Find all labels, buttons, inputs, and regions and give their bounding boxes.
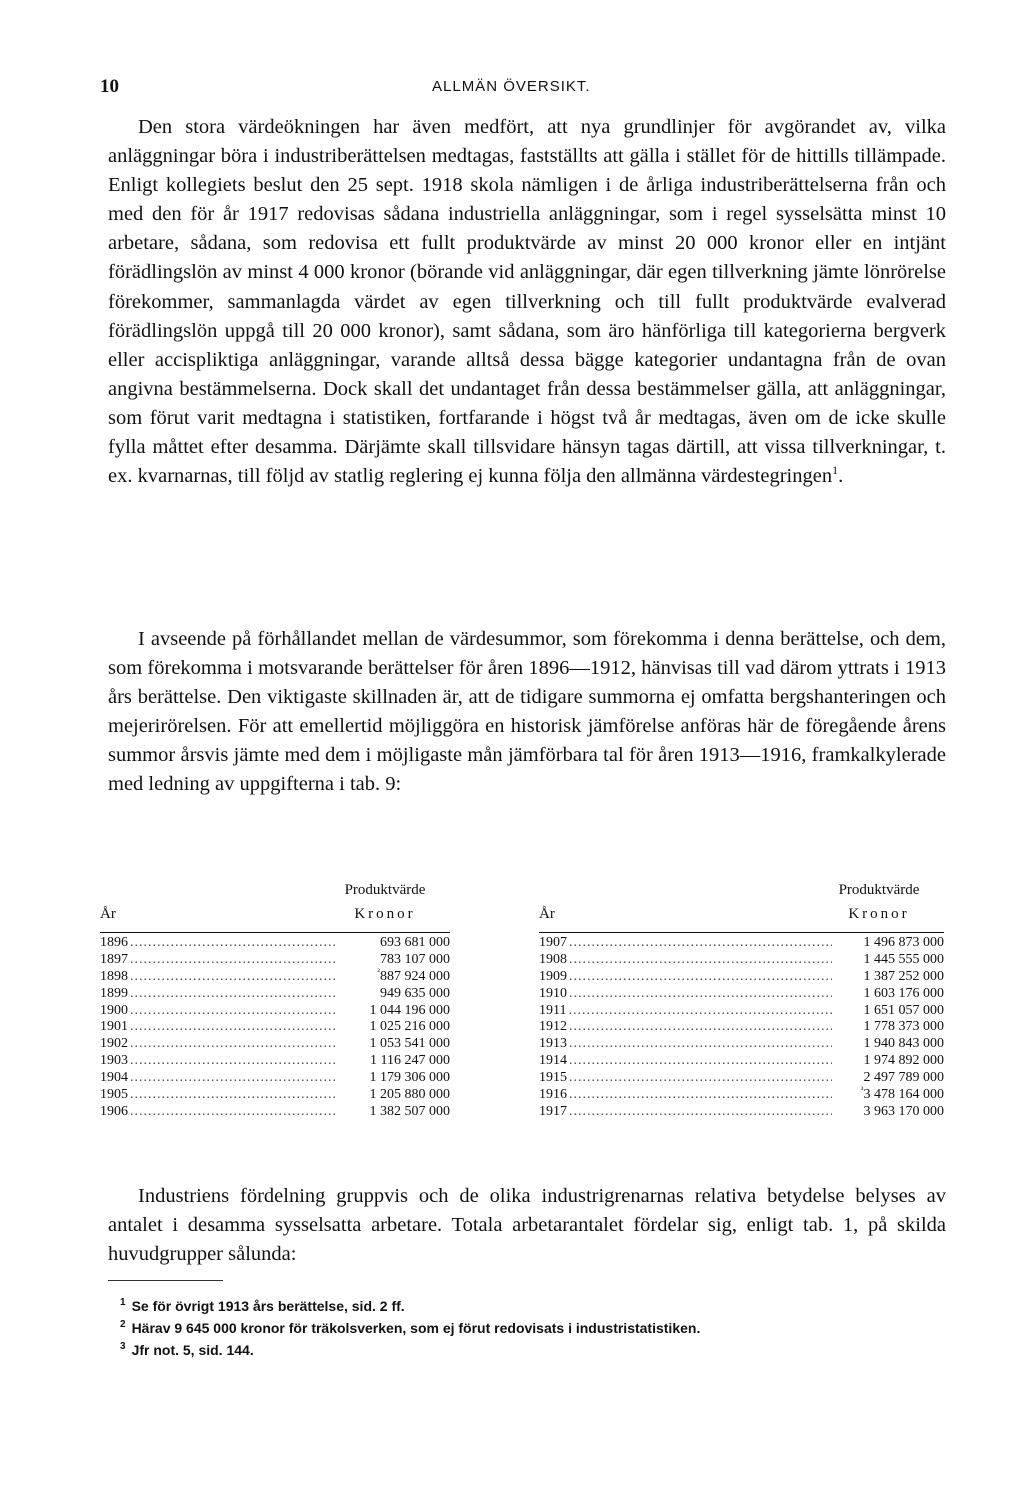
value-text: 1 445 555 000 xyxy=(863,951,944,967)
col-year-header: År xyxy=(539,906,555,922)
table-row xyxy=(100,935,450,952)
table-rule xyxy=(539,932,944,933)
footnote-text: Jfr not. 5, sid. 144. xyxy=(131,1342,254,1358)
year-cell: 1912 xyxy=(539,1019,567,1035)
table-row xyxy=(539,986,944,1003)
year-cell: 1905 xyxy=(100,1087,128,1103)
table-row xyxy=(539,1084,944,1104)
paragraph-2 xyxy=(108,625,946,800)
value-text: 949 635 000 xyxy=(380,985,450,1001)
table-row xyxy=(100,1104,450,1121)
year-cell: 1911 xyxy=(539,1002,567,1018)
value-text: 1 025 216 000 xyxy=(369,1019,450,1035)
year-cell: 1902 xyxy=(100,1036,128,1052)
footnote xyxy=(120,1339,960,1361)
value-cell xyxy=(834,986,944,1003)
table-row xyxy=(100,1019,450,1036)
table-row xyxy=(100,1053,450,1070)
leader-dots xyxy=(130,1036,338,1053)
year-cell: 1903 xyxy=(100,1053,128,1069)
year-cell: 1909 xyxy=(539,968,567,984)
paragraph-1-end: . xyxy=(838,465,844,488)
table-right-header xyxy=(539,880,944,932)
value-text: 1 179 306 000 xyxy=(369,1070,450,1086)
table-rule xyxy=(100,932,450,933)
table-right xyxy=(539,880,944,1121)
value-cell xyxy=(340,952,450,969)
value-cell xyxy=(340,935,450,952)
year-cell: 1896 xyxy=(100,935,128,950)
value-cell xyxy=(834,1036,944,1053)
paragraph-3 xyxy=(108,1182,946,1269)
col-value-header-2: Kronor xyxy=(354,906,416,922)
value-cell xyxy=(340,1104,450,1121)
footnote-marker: 1 xyxy=(120,1297,126,1309)
leader-dots xyxy=(130,1019,338,1036)
leader-dots xyxy=(130,1053,338,1070)
year-cell: 1897 xyxy=(100,951,128,967)
year-cell: 1908 xyxy=(539,951,567,967)
footnote-marker: 3 xyxy=(120,1341,126,1353)
value-footnote-mark: ³ xyxy=(860,1084,864,1095)
leader-dots xyxy=(130,969,338,986)
leader-dots xyxy=(569,1104,832,1121)
leader-dots xyxy=(569,1053,832,1070)
value-text: 3 963 170 000 xyxy=(863,1103,944,1119)
footnote-divider xyxy=(108,1280,223,1281)
value-text: 1 116 247 000 xyxy=(370,1053,450,1069)
value-text: 1 205 880 000 xyxy=(369,1087,450,1103)
year-cell: 1913 xyxy=(539,1036,567,1052)
leader-dots xyxy=(569,952,832,969)
value-cell xyxy=(834,1070,944,1087)
value-cell xyxy=(834,1019,944,1036)
table-row xyxy=(539,1036,944,1053)
value-cell xyxy=(834,1003,944,1020)
paragraph-1 xyxy=(108,113,946,491)
leader-dots xyxy=(569,1019,832,1036)
table-row xyxy=(539,1104,944,1121)
value-text: 2 497 789 000 xyxy=(863,1070,944,1086)
year-cell: 1906 xyxy=(100,1103,128,1119)
value-text: 1 651 057 000 xyxy=(863,1002,944,1018)
leader-dots xyxy=(569,1087,832,1104)
running-title: ALLMÄN ÖVERSIKT. xyxy=(432,78,591,95)
leader-dots xyxy=(130,935,338,952)
year-cell: 1914 xyxy=(539,1053,567,1069)
table-right-rows xyxy=(539,935,944,1121)
page-number: 10 xyxy=(100,76,119,97)
value-text: 1 053 541 000 xyxy=(369,1036,450,1052)
value-text: 1 382 507 000 xyxy=(369,1103,450,1119)
leader-dots xyxy=(569,1036,832,1053)
leader-dots xyxy=(130,1104,338,1121)
value-cell xyxy=(834,952,944,969)
table-row xyxy=(100,1087,450,1104)
leader-dots xyxy=(130,986,338,1003)
paragraph-1-text: Den stora värdeökningen har även medfört, att nya grundlinjer för avgörandet av, vilka anläggningar böra i industriberättelsen medtagas, fastställts att gälla i stället för de hittills tillämpade. Enligt kollegiets beslut den 25 sept. 1918 skola nämligen i de årliga industriberättelserna från och med den för år 1917 redovisas sådana industriella anläggningar, som i regel sysselsätta minst 10 arbetare, sådana, som redovisa ett fullt produktvärde av minst 20 000 kronor eller en intjänt förädlingslön av minst 4 000 kronor (börande vid anläggningar, där egen tillverkning jämte lönrörelse förekommer, sammanlagda värdet av egen tillverkning och till fullt produktvärde evalverad förädlingslön uppgå till 20 000 kronor), samt sådana, som äro hänförliga till kategorierna bergverk eller accispliktiga anläggningar, varande alltså dessa bägge kategorier undantagna från de ovan angivna bestämmelserna. Dock skall det undantaget från dessa bestämmelser gälla, att anläggningar, som förut varit medtagna i statistiken, fortfarande i högst två år medtagas, även om de icke skulle fylla måttet efter desamma. Därjämte skall tillsvidare hänsyn tagas därtill, att vissa tillverkningar, t. ex. kvarnarnas, till följd av statlig reglering ej kunna följa den allmänna värdestegringen xyxy=(108,116,946,488)
leader-dots xyxy=(130,952,338,969)
value-text: 1 044 196 000 xyxy=(369,1002,450,1018)
table-row xyxy=(100,1036,450,1053)
value-text: 1 778 373 000 xyxy=(863,1019,944,1035)
value-text: 693 681 000 xyxy=(380,935,450,950)
product-value-tables xyxy=(100,880,950,1150)
table-row xyxy=(539,1053,944,1070)
value-cell xyxy=(340,966,450,986)
year-cell: 1901 xyxy=(100,1019,128,1035)
value-text: 3 478 164 000 xyxy=(863,1087,944,1103)
year-cell: 1910 xyxy=(539,985,567,1001)
table-left-header xyxy=(100,880,450,932)
leader-dots xyxy=(130,1003,338,1020)
table-row xyxy=(539,952,944,969)
value-cell xyxy=(340,986,450,1003)
value-text: 1 496 873 000 xyxy=(863,935,944,950)
value-cell xyxy=(834,935,944,952)
value-cell xyxy=(834,1104,944,1121)
footnote-text: Härav 9 645 000 kronor för träkolsverken, som ej förut redovisats i industristatistiken. xyxy=(131,1320,701,1336)
table-row xyxy=(539,1003,944,1020)
value-footnote-mark: ² xyxy=(377,966,380,977)
footnote xyxy=(120,1317,960,1339)
table-row xyxy=(539,1019,944,1036)
leader-dots xyxy=(569,1070,832,1087)
year-cell: 1917 xyxy=(539,1103,567,1119)
value-cell xyxy=(834,1053,944,1070)
leader-dots xyxy=(130,1070,338,1087)
value-cell xyxy=(340,1070,450,1087)
table-left xyxy=(100,880,450,1121)
value-cell xyxy=(834,969,944,986)
col-value-header-1: Produktvärde xyxy=(838,882,920,898)
value-cell xyxy=(340,1087,450,1104)
footnote-text: Se för övrigt 1913 års berättelse, sid. 2 ff. xyxy=(131,1298,405,1314)
table-row xyxy=(539,1070,944,1087)
value-cell xyxy=(340,1003,450,1020)
value-text: 1 387 252 000 xyxy=(863,968,944,984)
year-cell: 1915 xyxy=(539,1070,567,1086)
value-text: 887 924 000 xyxy=(380,968,450,984)
year-cell: 1898 xyxy=(100,968,128,984)
value-cell xyxy=(340,1019,450,1036)
table-row xyxy=(539,935,944,952)
table-left-rows xyxy=(100,935,450,1121)
leader-dots xyxy=(568,1003,832,1020)
paragraph-3-text: Industriens fördelning gruppvis och de olika industrigrenarnas relativa betydelse belyses av antalet i desamma sysselsatta arbetare. Totala arbetarantalet fördelar sig, enligt tab. 1, på skilda huvudgrupper sålunda: xyxy=(108,1185,946,1266)
value-text: 1 940 843 000 xyxy=(863,1036,944,1052)
year-cell: 1916 xyxy=(539,1087,567,1103)
footnote-marker: 2 xyxy=(120,1319,126,1331)
value-text: 783 107 000 xyxy=(380,951,450,967)
page-header xyxy=(100,76,944,100)
year-cell: 1907 xyxy=(539,935,567,950)
table-row xyxy=(100,986,450,1003)
value-text: 1 974 892 000 xyxy=(863,1053,944,1069)
paragraph-2-text: I avseende på förhållandet mellan de värdesummor, som förekomma i denna berättelse, och dem, som förekomma i motsvarande berättelser för åren 1896—1912, hänvisas till vad därom yttrats i 1913 års berättelse. Den viktigaste skillnaden är, att de tidigare summorna ej omfatta bergshanteringen och mejerirörelsen. För att emellertid möjliggöra en historisk jämförelse anföras här de föregående årens summor årsvis jämte med dem i möjligaste mån jämförbara tal för åren 1913—1916, framkalkylerade med ledning av uppgifterna i tab. 9: xyxy=(108,628,946,796)
leader-dots xyxy=(130,1087,338,1104)
year-cell: 1900 xyxy=(100,1002,128,1018)
table-row xyxy=(100,1070,450,1087)
value-text: 1 603 176 000 xyxy=(863,985,944,1001)
value-cell xyxy=(340,1036,450,1053)
table-row xyxy=(100,966,450,986)
leader-dots xyxy=(569,986,832,1003)
leader-dots xyxy=(569,969,832,986)
col-value-header-2: Kronor xyxy=(848,906,910,922)
footnote xyxy=(120,1295,960,1317)
table-row xyxy=(539,969,944,986)
value-cell xyxy=(340,1053,450,1070)
year-cell: 1904 xyxy=(100,1070,128,1086)
footnote-ref-1: 1 xyxy=(832,463,839,478)
footnotes xyxy=(120,1295,960,1361)
col-value-header-1: Produktvärde xyxy=(344,882,426,898)
col-year-header: År xyxy=(100,906,116,922)
leader-dots xyxy=(569,935,832,952)
table-row xyxy=(100,1003,450,1020)
table-row xyxy=(100,952,450,969)
value-cell xyxy=(834,1084,944,1104)
year-cell: 1899 xyxy=(100,985,128,1001)
